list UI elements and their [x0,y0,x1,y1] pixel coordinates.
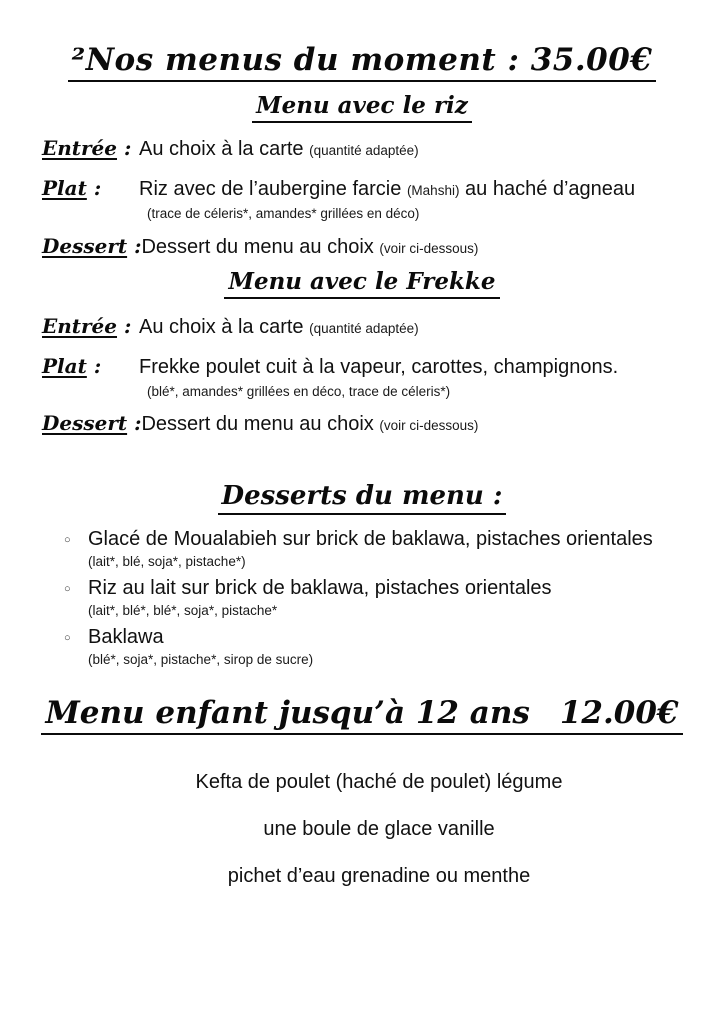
dessert-item-name: Baklawa [88,626,164,649]
plat-mahshi-inline: (Mahshi) [406,183,460,198]
dessert-item-riz-au-lait [64,576,704,618]
menu-riz-heading: Menu avec le riz [0,92,724,123]
dessert-item-allergens: (blé*, soja*, pistache*, sirop de sucre) [88,652,314,668]
dessert-label: Dessert : [42,411,142,436]
child-menu-line-pichet: pichet d’eau grenadine ou menthe [227,865,531,888]
plat-label: Plat : [42,176,102,200]
riz-plat-row [42,175,694,223]
menu-section-riz [0,92,724,260]
dessert-item-allergens: (lait*, blé, soja*, pistache*) [88,554,246,570]
plat-value [139,176,694,223]
dessert-item-name: Glacé de Moualabieh sur brick de baklawa, pistaches orientales [88,528,653,551]
dessert-text: Dessert du menu au choix [141,235,374,258]
child-menu-line-glace: une boule de glace vanille [263,818,495,841]
page-title [0,42,724,82]
dessert-text: Dessert du menu au choix [141,413,374,436]
menu-frekke-heading: Menu avec le Frekke [0,268,724,299]
plat-text: Frekke poulet cuit à la vapeur, carottes, champignons. [139,355,619,378]
plat-text: Riz avec de l’aubergine farcie [139,178,402,200]
page-title-price: 35.00€ [530,42,653,78]
child-menu-heading-text: Menu enfant jusqu’à 12 ans [45,695,530,732]
dessert-note-inline: (voir ci-dessous) [379,240,479,256]
entree-value [139,136,694,162]
circle-bullet-icon: ○ [64,632,71,645]
circle-bullet-icon: ○ [64,583,71,596]
desserts-heading: Desserts du menu : [0,481,724,515]
dessert-note-inline: (voir ci-dessous) [379,418,479,434]
circle-bullet-icon: ○ [64,534,71,547]
plat-allergens: (trace de céleris*, amandes* grillées en déco) [147,206,420,221]
entree-label: Entrée : [42,136,132,160]
child-menu-price: 12.00€ [559,695,679,732]
desserts-section [0,481,724,667]
child-menu-line-kefta: Kefta de poulet (haché de poulet) légume [195,771,563,794]
child-menu-heading [0,695,724,735]
dessert-item-name: Riz au lait sur brick de baklawa, pistaches orientales [88,577,552,600]
page-title-text: ²Nos menus du moment : [71,42,520,78]
dessert-item-baklawa [64,625,704,667]
plat-text2: au haché d’agneau [465,178,636,200]
plat-value [139,354,694,401]
entree-note-inline: (quantité adaptée) [309,320,419,336]
entree-note-inline: (quantité adaptée) [309,143,419,158]
entree-text: Au choix à la carte [139,315,304,338]
dessert-value [141,411,694,437]
child-menu-section [0,695,724,888]
frekke-dessert-row [42,410,694,437]
plat-label: Plat : [42,353,102,378]
plat-allergens: (blé*, amandes* grillées en déco, trace de céleris*) [147,383,451,399]
dessert-value [141,234,694,260]
dessert-item-moualabieh [64,527,704,569]
frekke-entree-row [42,313,694,340]
entree-value [139,314,694,340]
entree-text: Au choix à la carte [139,138,304,160]
frekke-plat-row [42,353,694,401]
dessert-label: Dessert : [42,233,142,258]
menu-section-frekke [0,268,724,438]
entree-label: Entrée : [42,313,132,338]
dessert-item-allergens: (lait*, blé*, blé*, soja*, pistache* [88,603,278,619]
riz-dessert-row [42,233,694,260]
riz-entree-row [42,135,694,162]
